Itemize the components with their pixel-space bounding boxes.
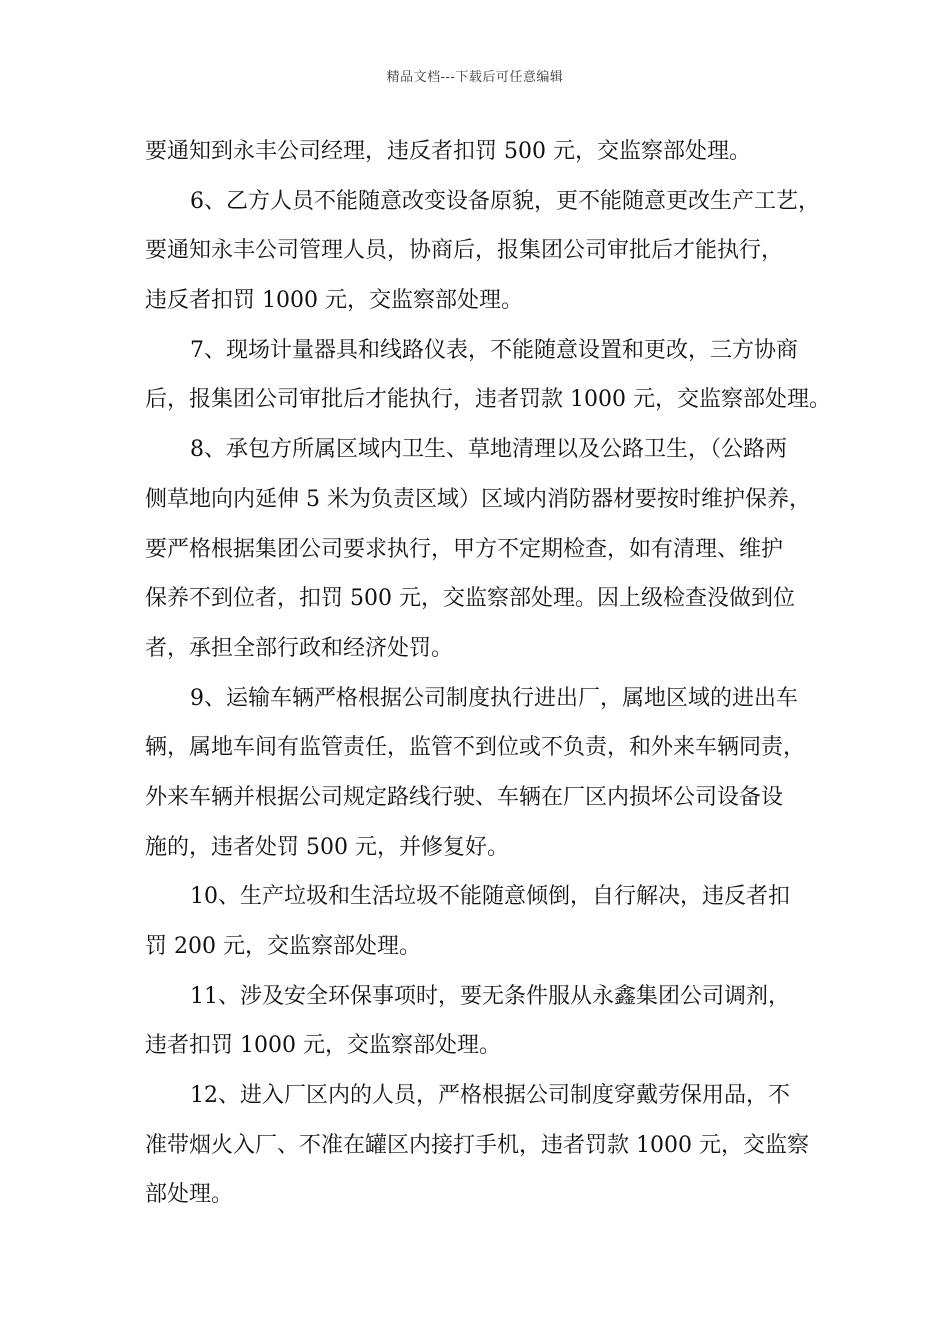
paragraph-item-6	[145, 177, 825, 326]
page-header: 精品文档---下载后可任意编辑	[386, 70, 564, 85]
paragraph-item-12	[145, 1071, 825, 1220]
text-line: 侧草地向内延伸 5 米为负责区域）区域内消防器材要按时维护保养，	[145, 486, 811, 512]
text-line: 施的，违者处罚 500 元，并修复好。	[145, 834, 509, 860]
text-line: 准带烟火入厂、不准在罐区内接打手机，违者罚款 1000 元，交监察	[145, 1132, 809, 1158]
text-line: 者，承担全部行政和经济处罚。	[145, 635, 454, 661]
text-line: 辆，属地车间有监管责任，监管不到位或不负责，和外来车辆同责，	[145, 735, 806, 761]
paragraph-item-10	[145, 872, 825, 971]
text-line: 11、涉及安全环保事项时，要无条件服从永鑫集团公司调剂，	[190, 983, 790, 1009]
paragraph-item-7	[145, 326, 831, 425]
text-line: 违者扣罚 1000 元，交监察部处理。	[145, 1033, 501, 1059]
paragraph-item-9	[145, 674, 825, 873]
text-line: 9、运输车辆严格根据公司制度执行进出厂，属地区域的进出车	[190, 685, 798, 711]
paragraph-continuation	[145, 127, 825, 177]
document-body	[145, 127, 831, 1220]
text-line: 6、乙方人员不能随意改变设备原貌，更不能随意更改生产工艺，	[190, 188, 820, 214]
text-line: 外来车辆并根据公司规定路线行驶、车辆在厂区内损坏公司设备设	[145, 784, 784, 810]
paragraph-item-8	[145, 425, 825, 673]
text-line: 部处理。	[145, 1182, 234, 1208]
text-line: 要严格根据集团公司要求执行，甲方不定期检查，如有清理、维护	[145, 536, 784, 562]
text-line: 要通知到永丰公司经理，违反者扣罚 500 元，交监察部处理。	[145, 139, 751, 164]
text-line: 罚 200 元，交监察部处理。	[145, 934, 421, 959]
text-line: 违反者扣罚 1000 元，交监察部处理。	[145, 288, 523, 314]
text-line: 10、生产垃圾和生活垃圾不能随意倾倒，自行解决，违反者扣	[190, 884, 790, 910]
text-line: 要通知永丰公司管理人员，协商后，报集团公司审批后才能执行，	[145, 238, 784, 264]
text-line: 12、进入厂区内的人员，严格根据公司制度穿戴劳保用品，不	[190, 1083, 790, 1109]
paragraph-item-11	[145, 972, 825, 1071]
text-line: 7、现场计量器具和线路仪表，不能随意设置和更改，三方协商	[190, 337, 798, 363]
text-line: 8、承包方所属区域内卫生、草地清理以及公路卫生，（公路两	[190, 437, 787, 463]
text-line: 保养不到位者，扣罚 500 元，交监察部处理。因上级检查没做到位	[145, 586, 795, 612]
text-line: 后，报集团公司审批后才能执行，违者罚款 1000 元，交监察部处理。	[145, 387, 831, 413]
